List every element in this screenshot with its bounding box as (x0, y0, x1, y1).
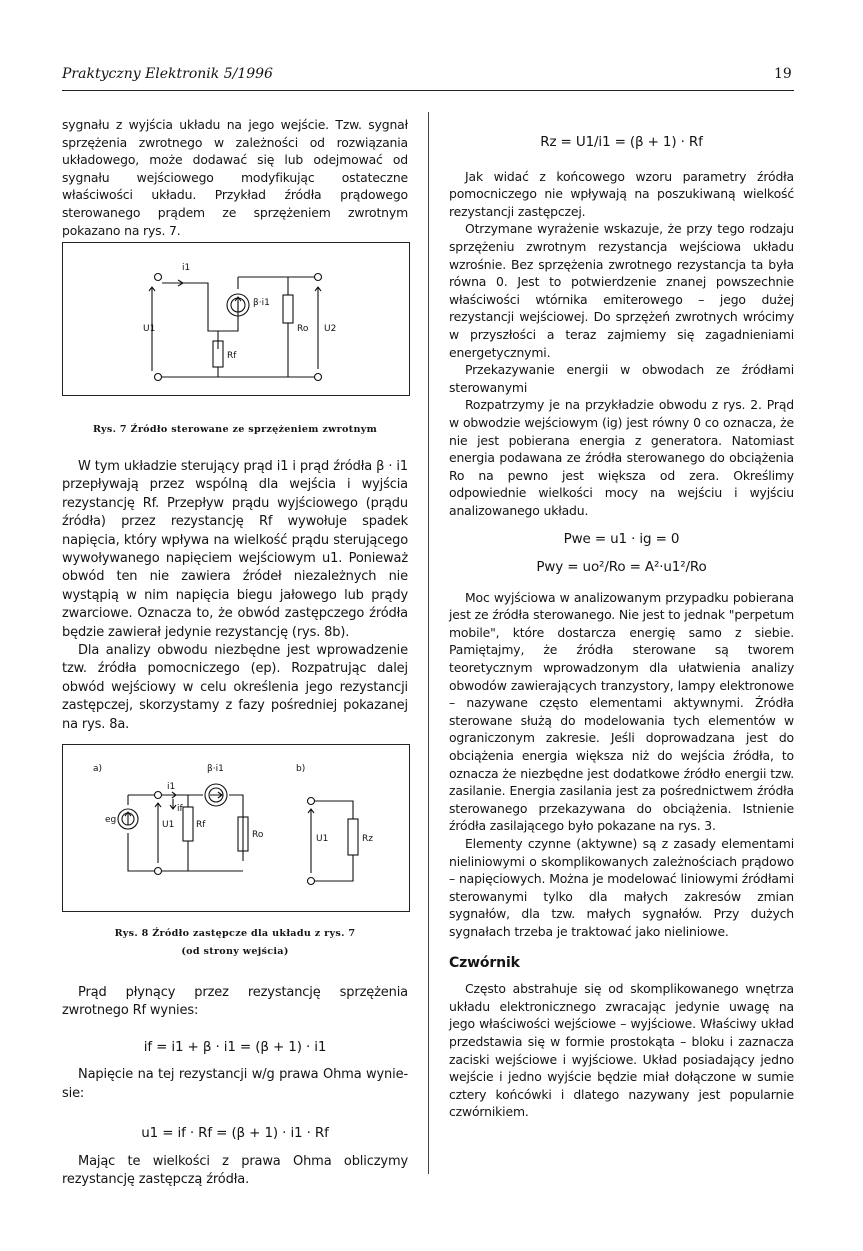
terminal-in-bottom (155, 374, 162, 381)
label-u1-8a: U1 (162, 820, 175, 830)
equation-pwy: Pwy = uo²/Ro = A²·u1²/Ro (536, 559, 707, 576)
right-paragraph-7: Często abstrahuje się od skomplikowanego wnętrza układu elektronicznego zwracając jedynie uwagę na jego właściwości wejściowe – wyjściowe. Właściwy układ przedstawia się w formie prostokąta – bloku i zaznacza zaciski wejściowe i wyjściowe. Układ posiadający jedno wejście i jedno wyjście będzie miał dołączone w sumie cztery końcówki i dlatego nazywany jest popularnie czwórnikiem. (449, 981, 794, 1120)
current-arrow-icon (163, 280, 183, 286)
running-header: Praktyczny Elektronik 5/1996 (62, 66, 273, 82)
figure-7-caption: Rys. 7 Źródło sterowane ze sprzężeniem zwrotnym (92, 424, 378, 435)
figure-8-caption: Rys. 8 Źródło zastępcze dla układu z rys. 7 (114, 928, 356, 939)
left-column (62, 116, 408, 239)
source-arrow-icon (235, 297, 241, 312)
label-rf: Rf (227, 351, 237, 361)
terminal-in-top (155, 274, 162, 281)
label-b: b) (296, 764, 306, 774)
right-paragraph-1: Jak widać z końcowego wzoru parametry źródła pomocniczego nie wpływają na poszukiwaną wielkość rezystancji zastępczej. (449, 168, 794, 219)
left-paragraph-1: sygnału z wyjścia układu na jego wejście. Tzw. sygnał sprzężenia zwrotnego w zależności od rozwiązania układowego, może dodawać się lub odejmować od sygnału wejściowego modyfikując ostateczne właściwości układu. Przykład źródła prądowego sterowanego prądem ze sprzężeniem zwrotnym pokazano na rys. 7. (62, 117, 408, 238)
equation-if: if = i1 + β · i1 = (β + 1) · i1 (143, 1038, 327, 1055)
figure-8-caption-2: (od strony wejścia) (181, 946, 289, 957)
right-paragraph-2: Otrzymane wyrażenie wskazuje, że przy tego rodzaju sprzężeniu zwrotnym rezystancja wejściowa układu wzrośnie. Bez sprzężenia zwrotnego rezystancja ta była równa 0. Jest to potwierdzenie znanej powszechnie właściwości wtórnika emiterowego – jego dużej rezystancji wejściowej. Do sprzężeń zwrotnych wrócimy w przyszłości a teraz zajmiemy się zagadnieniami energetycznymi. (449, 221, 794, 360)
current-if-arrow (170, 799, 176, 809)
voltage-u1-arrow-8a (155, 803, 161, 863)
label-u1-8b: U1 (316, 834, 329, 844)
wire-input (162, 283, 218, 331)
column-divider (428, 112, 429, 1174)
right-column (449, 128, 794, 1121)
label-ro-8a: Ro (252, 830, 264, 840)
right-paragraph-5: Moc wyjściowa w analizowanym przypadku pobierana jest ze źródła sterowanego. Nie jest to jednak "perpetum mobile", które dostarcza energię samo z siebie. Pamiętajmy, że źródła sterowane są tworem teoretycznym wprowadzonym dla ułatwienia analizy obwodów zawierających tranzystory, lampy elektronowe – nazywane często elementami aktywnymi. Źródła sterowane służą do modelowania tych elementów w ograniczonym zakresie. Jeśli doprowadzana jest do obciążenia energia większa niż do wejścia źródła, to oznacza że niezbędne jest dodatkowe źródło energii tzw. zasilanie. Energia zasilania jest za pośrednictwem źródła sterowanego przekazywana do obciążenia. Istnienie źródła zasilającego było pokazane na rys. 3. (449, 589, 794, 834)
equation-pwe: Pwe = u1 · ig = 0 (563, 531, 680, 548)
page-number: 19 (774, 66, 792, 82)
right-paragraph-6: Elementy czynne (aktywne) są z zasady elementami nieliniowymi o skomplikowanych zależnościach prądowo – napięciowych. Można je modelować liniowymi źródłami sterowanymi tylko dla małych zakresów zmian sygnałów, dla tzw. małych sygnałów. Przy dużych sygnałach trzeba je traktować jako nieliniowe. (449, 835, 794, 939)
section-heading-czwornik: Czwórnik (449, 954, 520, 971)
label-if: if (177, 804, 183, 814)
terminal-out-top (315, 274, 322, 281)
figure-7-circuit (63, 243, 409, 395)
voltage-u2-arrow (315, 287, 321, 369)
equation-rz: Rz = U1/i1 = (β + 1) · Rf (540, 134, 703, 150)
right-paragraph-4: Rozpatrzymy je na przykładzie obwodu z rys. 2. Prąd w obwodzie wejściowym (ig) jest równy 0 co oznacza, że nie jest pobierana energia z generatora. Natomiast energia podawana ze źródła sterowanego do obciążenia Ro na pewno jest większa od zera. Określimy odpowiednie wielkości mocy na wejściu i wyjściu analizowanego układu. (449, 397, 794, 518)
figure-8-circuit (63, 745, 409, 911)
header-rule (62, 90, 794, 91)
label-u1: U1 (143, 324, 156, 334)
wire-ground (162, 367, 314, 377)
wire-8a (128, 795, 243, 871)
left-paragraph-2: W tym układzie sterujący prąd i1 i prąd źródła β · i1 przepływają przez wspólną dla wejścia i wyjścia rezystancję Rf. Przepływ prądu wyjściowego (prądu źródła) przez rezystancję Rf wywołuje spadek napięcia, który wpływa na wielkość prądu sterującego wywoływanego napięciem wejściowym u1. Ponieważ obwód ten nie zawiera źródeł niezależnych nie wystąpią w nim napięcia biegu jałowego lub prądy zwarciowe. Oznacza to, że obwód zastępczego źródła będzie zawierał jedynie rezystancję (rys. 8b). (62, 459, 408, 640)
label-beta-i1-8a: β·i1 (207, 764, 224, 774)
label-i1-8a: i1 (167, 782, 176, 792)
right-paragraph-3: Przekazywanie energii w obwodach ze źródłami sterowanymi (449, 362, 794, 395)
label-eg: eg (105, 815, 117, 825)
label-a: a) (93, 764, 103, 774)
resistor-rf-8a (183, 807, 193, 841)
figure-7-frame (62, 242, 410, 396)
resistor-ro (283, 295, 293, 323)
left-paragraph-3: Dla analizy obwodu niezbędne jest wprowadzenie tzw. źródła pomocniczego (ep). Rozpatrując dalej obwód wejściowy w celu określenia jego rezystancji zastępczej, skorzystamy z fazy pośredniej pokazanej na rys. 8a. (62, 643, 408, 732)
label-u2: U2 (324, 324, 337, 334)
left-paragraph-5: Napięcie na tej rezystancji w/g prawa Ohma wynie-sie: (62, 1067, 408, 1101)
label-beta-i1: β·i1 (253, 298, 270, 308)
terminal-out-bottom (315, 374, 322, 381)
label-ro: Ro (297, 324, 309, 334)
figure-8-frame (62, 744, 410, 912)
left-paragraph-6: Mając te wielkości z prawa Ohma obliczymy rezystancję zastępczą źródła. (62, 1153, 408, 1188)
label-rz: Rz (362, 834, 373, 844)
label-i1: i1 (182, 263, 191, 273)
left-paragraph-4: Prąd płynący przez rezystancję sprzężenia zwrotnego Rf wynies: (62, 985, 408, 1019)
resistor-rz (348, 819, 358, 855)
label-rf-8a: Rf (196, 820, 206, 830)
equation-u1: u1 = if · Rf = (β + 1) · i1 · Rf (141, 1125, 329, 1142)
